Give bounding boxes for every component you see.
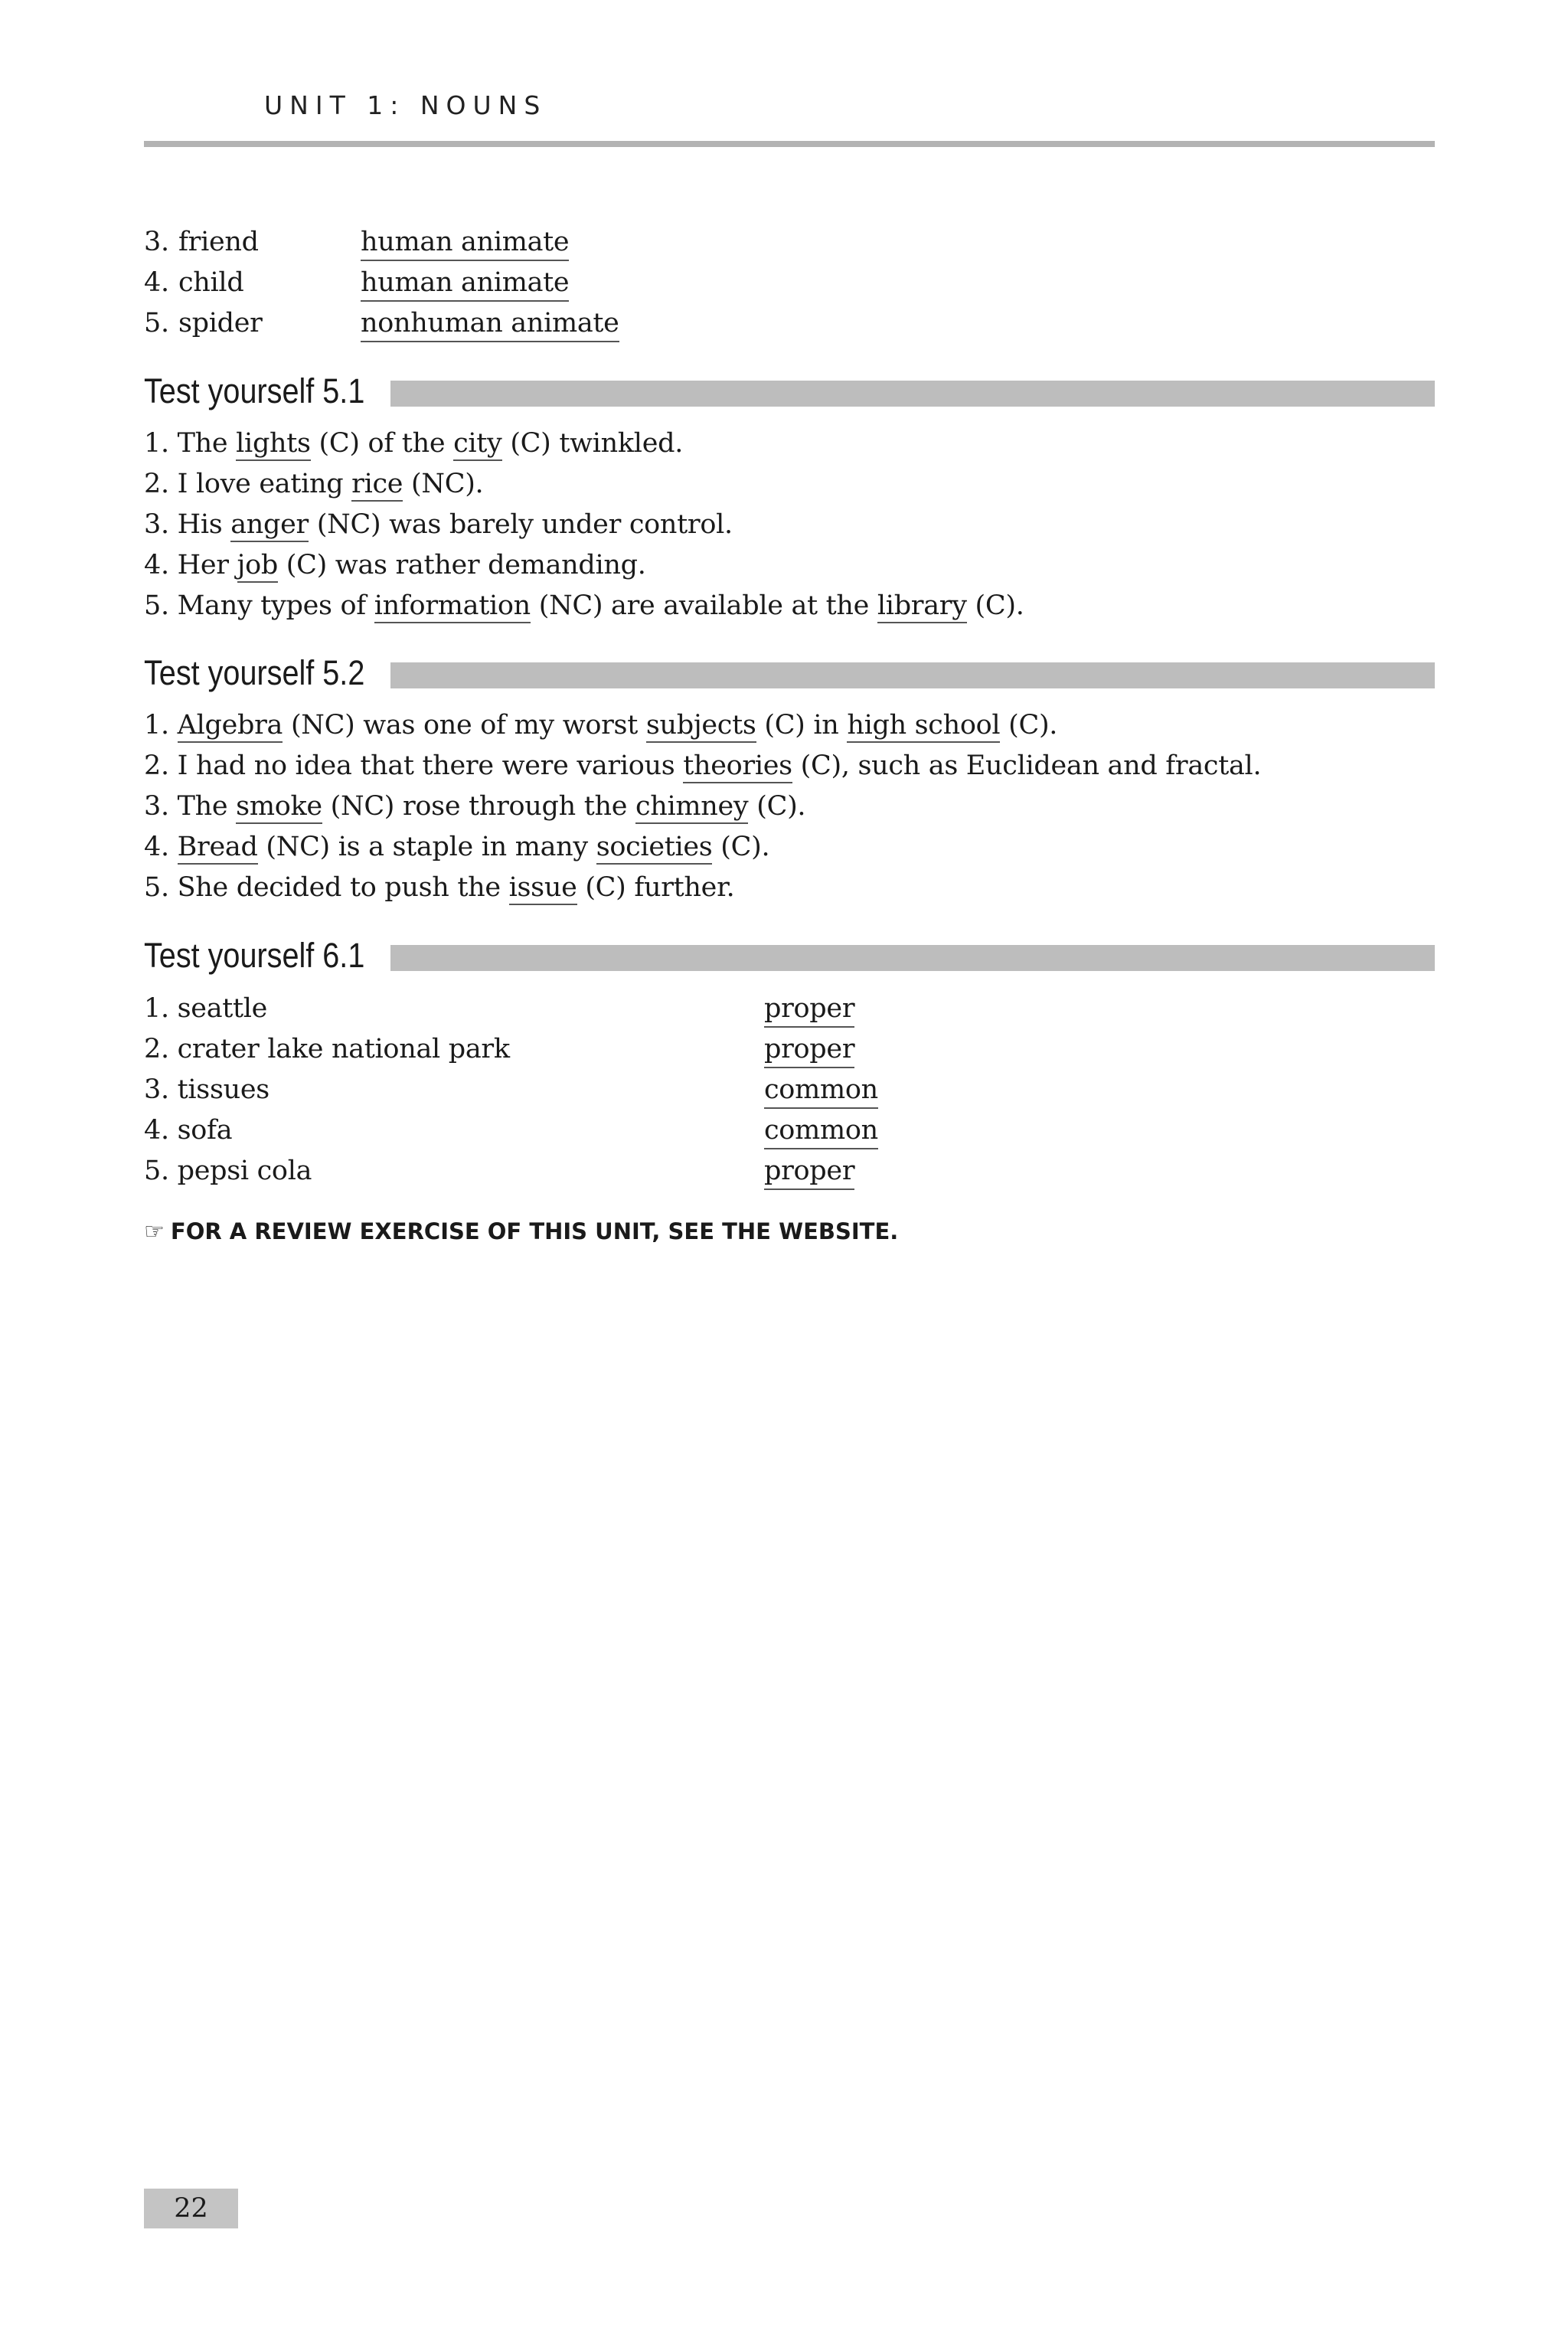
exercise-answer <box>144 1073 878 1107</box>
sentence-text: 3. His <box>144 509 231 540</box>
underlined-answer: anger <box>230 509 309 542</box>
sentence-text: (C) further. <box>577 872 735 903</box>
section-title: Test yourself 6.1 <box>144 936 365 975</box>
underlined-answer: proper <box>764 992 854 1028</box>
sentence-text: 2. crater lake national park <box>144 1034 510 1064</box>
exercise-answer <box>144 548 646 582</box>
sentence-text: (NC) rose through the <box>322 791 635 822</box>
exercise-answer <box>144 708 1057 742</box>
sentence-text: 2. I love eating <box>144 469 352 499</box>
underlined-answer: common <box>764 1073 878 1109</box>
sentence-text: (NC) was one of my worst <box>283 710 646 741</box>
section-title: Test yourself 5.2 <box>144 653 365 692</box>
sentence-text: 4. <box>144 832 178 862</box>
pointing-hand-icon: ☞ <box>144 1218 165 1245</box>
sentence-text: (C) of the <box>310 428 454 459</box>
sentence-text: (NC) is a staple in many <box>257 832 596 862</box>
sentence-text: 1. The <box>144 428 237 459</box>
section-heading <box>144 370 1435 413</box>
exercise-answer <box>144 871 735 904</box>
page-number-box <box>144 2189 238 2228</box>
sentence-text: (NC) was barely under control. <box>309 509 733 540</box>
exercise-answer <box>144 467 483 501</box>
underlined-answer: subjects <box>646 710 756 743</box>
underlined-answer: chimney <box>635 791 748 824</box>
exercise-answer <box>144 790 805 823</box>
underlined-answer: information <box>374 590 531 623</box>
list-item: 4. child human animate <box>144 266 243 299</box>
underlined-answer: smoke <box>236 791 322 824</box>
sentence-text: 4. Her <box>144 550 237 580</box>
sentence-text: (C). <box>1000 710 1058 741</box>
sentence-text: 1. seattle <box>144 993 268 1024</box>
sentence-text: 3. The <box>144 791 237 822</box>
sentence-text: 5. She decided to push the <box>144 872 509 903</box>
underlined-answer: issue <box>509 872 577 905</box>
section-bar <box>390 662 1435 688</box>
section-heading <box>144 934 1435 977</box>
sentence-text: 5. pepsi cola <box>144 1156 312 1186</box>
underlined-answer: lights <box>236 428 311 461</box>
underlined-answer: job <box>237 550 278 583</box>
underlined-answer: theories <box>683 750 792 783</box>
underlined-answer: rice <box>351 469 403 502</box>
section-bar <box>390 381 1435 407</box>
sentence-text: (C). <box>712 832 770 862</box>
sentence-text: (NC). <box>403 469 484 499</box>
exercise-answer <box>144 427 683 460</box>
underlined-answer: Bread <box>178 832 258 865</box>
answer: human animate <box>361 225 569 261</box>
page-number: 22 <box>174 2193 208 2224</box>
list-item: 5. spider nonhuman animate <box>144 306 263 340</box>
running-head: UNIT 1: NOUNS <box>264 90 547 120</box>
sentence-text: (C) twinkled. <box>501 428 684 459</box>
answer: human animate <box>361 266 569 302</box>
exercise-answer <box>144 830 769 864</box>
section-title: Test yourself 5.1 <box>144 371 365 410</box>
sentence-text: (NC) are available at the <box>530 590 877 621</box>
section-bar <box>390 945 1435 971</box>
sentence-text: (C), such as Euclidean and fractal. <box>792 750 1262 781</box>
underlined-answer: proper <box>764 1154 854 1190</box>
review-text: FOR A REVIEW EXERCISE OF THIS UNIT, SEE THE WEBSITE. <box>170 1218 899 1244</box>
sentence-text: 1. <box>144 710 178 741</box>
exercise-answer <box>144 1032 855 1066</box>
exercise-answer <box>144 1113 878 1147</box>
underlined-answer: library <box>877 590 967 623</box>
exercise-answer <box>144 589 1024 623</box>
sentence-text: 3. tissues <box>144 1074 270 1105</box>
sentence-text: (C) was rather demanding. <box>277 550 646 580</box>
header-rule <box>144 141 1435 147</box>
underlined-answer: high school <box>847 710 1000 743</box>
sentence-text: 2. I had no idea that there were various <box>144 750 684 781</box>
underlined-answer: proper <box>764 1032 854 1068</box>
review-note <box>144 1216 898 1247</box>
underlined-answer: societies <box>596 832 713 865</box>
sentence-text: (C) in <box>756 710 848 741</box>
sentence-text: (C). <box>966 590 1024 621</box>
exercise-answer <box>144 749 1261 783</box>
underlined-answer: city <box>453 428 501 461</box>
sentence-text: (C). <box>748 791 806 822</box>
sentence-text: 5. Many types of <box>144 590 374 621</box>
answer: nonhuman animate <box>361 306 619 342</box>
section-heading <box>144 652 1435 695</box>
sentence-text: 4. sofa <box>144 1115 233 1146</box>
exercise-answer <box>144 1154 855 1188</box>
exercise-answer <box>144 508 733 541</box>
list-item: 3. friend human animate <box>144 225 259 259</box>
underlined-answer: Algebra <box>178 710 283 743</box>
exercise-answer <box>144 992 855 1025</box>
underlined-answer: common <box>764 1113 878 1149</box>
